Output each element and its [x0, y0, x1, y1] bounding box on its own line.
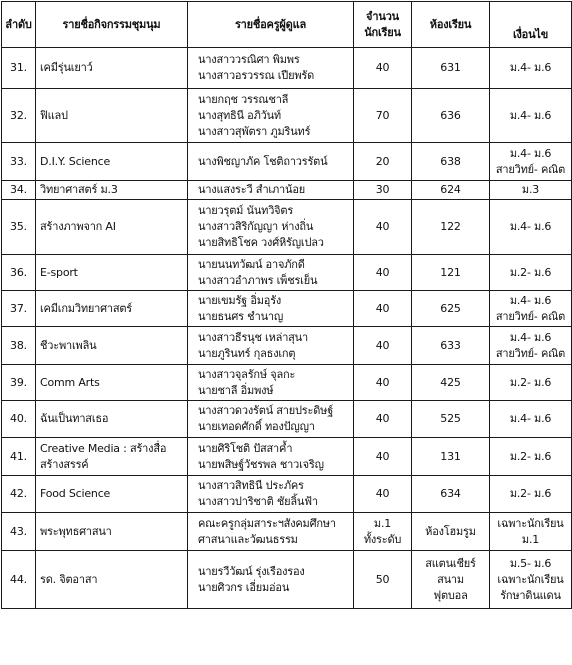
cell-count-line: 40 — [375, 375, 390, 389]
header-room: ห้องเรียน — [412, 2, 490, 48]
cell-condition-line: เฉพาะนักเรียน — [497, 572, 564, 586]
cell-condition — [490, 89, 572, 143]
cell-room — [412, 513, 490, 551]
club-activity-table — [1, 1, 572, 609]
cell-count — [354, 291, 412, 327]
cell-teachers-line: นายชาลี อิ่มพงษ์ — [198, 383, 274, 397]
cell-condition-line: ม.1 — [521, 532, 540, 546]
cell-club-line: สร้างสรรค์ — [40, 457, 89, 471]
header-count — [354, 2, 412, 48]
cell-count-line: ทั้งระดับ — [363, 532, 402, 546]
cell-count-line: 50 — [375, 572, 390, 586]
table-row — [2, 401, 572, 438]
table-row — [2, 291, 572, 327]
cell-teachers-line: นายพสิษฐ์วัชรพล ชาวเจริญ — [198, 457, 324, 471]
cell-count — [354, 365, 412, 401]
table-row — [2, 255, 572, 291]
cell-club — [36, 365, 188, 401]
cell-club-line: Creative Media : สร้างสื่อ — [40, 441, 167, 455]
cell-condition — [490, 181, 572, 200]
cell-count — [354, 181, 412, 200]
cell-club — [36, 476, 188, 513]
cell-club-line: วิทยาศาสตร์ ม.3 — [40, 183, 118, 196]
cell-condition-line: สายวิทย์- คณิต — [495, 346, 566, 360]
cell-teachers-line: นางสาววรณิศา พิมพร — [198, 53, 300, 66]
cell-count — [354, 327, 412, 365]
cell-room — [412, 48, 490, 89]
cell-condition-line: ม.4- ม.6 — [509, 108, 552, 122]
cell-teachers-line: นายวรุตม์ นันทวิจิตร — [198, 204, 294, 217]
cell-club — [36, 513, 188, 551]
cell-room-line: 634 — [440, 487, 461, 500]
cell-condition-line: ม.4- ม.6 — [509, 61, 552, 74]
header-teacher: รายชื่อครูผู้ดูแล — [188, 2, 354, 48]
cell-room — [412, 401, 490, 438]
cell-teachers-line: ศาสนาและวัฒนธรรม — [198, 532, 298, 546]
cell-condition — [490, 200, 572, 255]
cell-club-line: ฉันเป็นทาสเธอ — [40, 412, 109, 425]
cell-teachers-line: นางสาวธีรนุช เหล่าสุนา — [198, 330, 308, 344]
cell-no: 34. — [2, 181, 36, 200]
header-no: ลำดับ — [2, 2, 36, 48]
cell-club — [36, 200, 188, 255]
cell-teachers-line: นางสาวจุลรักษ์ จุลกะ — [198, 367, 296, 381]
cell-room — [412, 476, 490, 513]
table-body — [2, 48, 572, 609]
cell-room-line: 625 — [440, 301, 461, 315]
cell-count — [354, 401, 412, 438]
cell-condition — [490, 513, 572, 551]
header-condition: เงื่อนไข — [490, 2, 572, 48]
cell-count-line: ม.1 — [373, 516, 392, 530]
cell-no: 35. — [2, 200, 36, 255]
cell-condition — [490, 48, 572, 89]
cell-room-line: 636 — [440, 108, 461, 122]
cell-condition-line: รักษาดินแดน — [500, 588, 561, 602]
cell-teachers-line: นายภูรินทร์ กุลธงเกตุ — [198, 346, 296, 360]
cell-teachers — [188, 89, 354, 143]
cell-condition-line: ม.4- ม.6 — [509, 146, 552, 160]
cell-condition-line: ม.2- ม.6 — [509, 449, 552, 463]
cell-teachers-line: นางสาวอำภาพร เพ็ชรเย็น — [198, 273, 318, 287]
cell-no: 31. — [2, 48, 36, 89]
cell-count — [354, 476, 412, 513]
header-club: รายชื่อกิจกรรมชุมนุม — [36, 2, 188, 48]
cell-club — [36, 327, 188, 365]
cell-count-line: 30 — [375, 183, 390, 196]
cell-condition-line: สายวิทย์- คณิต — [495, 309, 566, 323]
cell-condition — [490, 476, 572, 513]
cell-teachers-line: นายเขมรัฐ อิ่มอุรัง — [198, 293, 282, 307]
table-row — [2, 48, 572, 89]
cell-condition-line: ม.4- ม.6 — [509, 412, 552, 425]
cell-room-line: 624 — [440, 183, 461, 196]
cell-room-line: สนาม — [437, 572, 464, 586]
cell-club-line: รด. จิตอาสา — [40, 572, 98, 586]
cell-condition-line: ม.4- ม.6 — [509, 293, 552, 307]
cell-teachers-line: นางสาวปาริชาติ ชัยลิ้นฟ้า — [198, 495, 318, 508]
cell-teachers-line: นางสาวดวงรัตน์ สายประดิษฐ์ — [198, 404, 334, 417]
cell-room-line: ห้องโฮมรูม — [425, 524, 476, 538]
cell-teachers-line: นายเทอดศักดิ์ ทองปัญญา — [198, 420, 315, 433]
cell-club-line: พระพุทธศาสนา — [40, 524, 112, 538]
cell-club — [36, 181, 188, 200]
cell-teachers-line: นางสาวสุพัตรา ภูมรินทร์ — [198, 124, 311, 138]
cell-no: 33. — [2, 143, 36, 181]
header-count-line-1: จำนวน — [365, 9, 400, 23]
table-row — [2, 513, 572, 551]
table-row — [2, 200, 572, 255]
header-count-line-2: นักเรียน — [364, 25, 401, 39]
cell-room — [412, 255, 490, 291]
cell-teachers-line: นายศิริโชติ ปัสสาค้ำ — [198, 441, 293, 455]
cell-teachers-line: นางพิชญาภัค โชติถาวรรัตน์ — [198, 154, 328, 168]
cell-teachers — [188, 401, 354, 438]
cell-count-line: 40 — [375, 61, 390, 74]
cell-room — [412, 551, 490, 609]
cell-teachers-line: นายนนทวัฒน์ อาจภักดี — [198, 257, 305, 271]
cell-teachers — [188, 200, 354, 255]
cell-teachers-line: นายศิวกร เอี่ยมอ่อน — [198, 580, 290, 594]
cell-condition — [490, 327, 572, 365]
cell-club-line: ฟิแลป — [40, 108, 68, 122]
cell-club — [36, 255, 188, 291]
cell-teachers — [188, 327, 354, 365]
cell-condition-line: ม.4- ม.6 — [509, 220, 552, 233]
cell-teachers — [188, 513, 354, 551]
cell-condition — [490, 255, 572, 291]
cell-room — [412, 181, 490, 200]
cell-count — [354, 200, 412, 255]
cell-count-line: 70 — [375, 108, 390, 122]
cell-no: 42. — [2, 476, 36, 513]
cell-club — [36, 291, 188, 327]
cell-club-line: ชีวะพาเพลิน — [40, 338, 97, 352]
table-row — [2, 476, 572, 513]
cell-room-line: 633 — [440, 338, 461, 352]
table-row — [2, 327, 572, 365]
cell-teachers-line: นางสาวสิทธินี ประภัคร — [198, 479, 304, 492]
cell-room-line: สแตนเชียร์ — [425, 556, 476, 570]
cell-room-line: 131 — [440, 449, 461, 463]
cell-teachers — [188, 551, 354, 609]
cell-club — [36, 551, 188, 609]
cell-count — [354, 513, 412, 551]
table-row — [2, 143, 572, 181]
table-row — [2, 181, 572, 200]
cell-condition-line: เฉพาะนักเรียน — [497, 516, 564, 530]
cell-teachers — [188, 181, 354, 200]
table-row — [2, 551, 572, 609]
cell-count — [354, 89, 412, 143]
table-row — [2, 365, 572, 401]
cell-no: 38. — [2, 327, 36, 365]
cell-room — [412, 89, 490, 143]
cell-teachers-line: นางแสงระวี สำเภาน้อย — [198, 183, 305, 196]
cell-count-line: 40 — [375, 487, 390, 500]
cell-club-line: เคมีรุ่นเยาว์ — [40, 61, 93, 74]
cell-count-line: 40 — [375, 449, 390, 463]
cell-room-line: ฟุตบอล — [433, 588, 468, 602]
cell-room-line: 631 — [440, 61, 461, 74]
cell-no: 37. — [2, 291, 36, 327]
cell-room — [412, 200, 490, 255]
cell-room — [412, 143, 490, 181]
cell-teachers — [188, 291, 354, 327]
cell-count — [354, 143, 412, 181]
cell-room — [412, 365, 490, 401]
cell-room — [412, 291, 490, 327]
cell-club-line: Comm Arts — [40, 375, 100, 389]
header-row — [2, 2, 572, 48]
cell-teachers-line: นายธนศร ชำนาญ — [198, 309, 284, 323]
cell-teachers — [188, 143, 354, 181]
cell-teachers — [188, 365, 354, 401]
cell-teachers-line: นางสาวอรวรรณ เปียพรัด — [198, 69, 315, 82]
cell-condition — [490, 291, 572, 327]
cell-teachers — [188, 438, 354, 476]
cell-teachers-line: นางสุทธินี อภิวันท์ — [198, 108, 281, 122]
table-row — [2, 89, 572, 143]
cell-room-line: 121 — [440, 265, 461, 279]
cell-condition-line: สายวิทย์- คณิต — [495, 162, 566, 176]
cell-condition — [490, 551, 572, 609]
cell-no: 41. — [2, 438, 36, 476]
cell-teachers-line: นางสาวสิริกัญญา ห่างถิ่น — [198, 220, 314, 233]
cell-teachers-line: นายรวีวัฒน์ รุ่งเรืองรอง — [198, 564, 305, 578]
cell-teachers — [188, 476, 354, 513]
cell-no: 36. — [2, 255, 36, 291]
cell-no: 44. — [2, 551, 36, 609]
cell-no: 43. — [2, 513, 36, 551]
cell-teachers-line: คณะครูกลุ่มสาระฯสังคมศึกษา — [198, 516, 336, 530]
cell-club — [36, 48, 188, 89]
cell-room-line: 525 — [440, 412, 461, 425]
cell-count — [354, 255, 412, 291]
cell-condition — [490, 365, 572, 401]
table-row — [2, 438, 572, 476]
cell-teachers — [188, 48, 354, 89]
cell-count-line: 40 — [375, 301, 390, 315]
cell-condition-line: ม.5- ม.6 — [509, 556, 552, 570]
cell-condition-line: ม.4- ม.6 — [509, 330, 552, 344]
cell-condition-line: ม.2- ม.6 — [509, 487, 552, 500]
cell-club — [36, 438, 188, 476]
cell-club-line: E-sport — [40, 265, 78, 279]
cell-room-line: 122 — [440, 220, 461, 233]
cell-teachers — [188, 255, 354, 291]
cell-count-line: 40 — [375, 412, 390, 425]
cell-room-line: 425 — [440, 375, 461, 389]
cell-condition — [490, 438, 572, 476]
cell-club-line: D.I.Y. Science — [40, 154, 111, 168]
cell-teachers-line: นายสิทธิโชค วงศ์หิรัญเปลว — [198, 236, 324, 249]
cell-room — [412, 327, 490, 365]
cell-room — [412, 438, 490, 476]
cell-count-line: 40 — [375, 338, 390, 352]
cell-count — [354, 48, 412, 89]
cell-condition-line: ม.3 — [521, 183, 540, 196]
cell-teachers-line: นายกฤช วรรณชาลี — [198, 92, 289, 106]
cell-condition-line: ม.2- ม.6 — [509, 375, 552, 389]
cell-count — [354, 438, 412, 476]
cell-condition — [490, 401, 572, 438]
cell-club — [36, 89, 188, 143]
cell-count — [354, 551, 412, 609]
cell-count-line: 40 — [375, 265, 390, 279]
cell-club — [36, 401, 188, 438]
cell-room-line: 638 — [440, 154, 461, 168]
cell-count-line: 20 — [375, 154, 390, 168]
cell-condition — [490, 143, 572, 181]
cell-club-line: สร้างภาพจาก AI — [40, 220, 116, 233]
cell-no: 39. — [2, 365, 36, 401]
cell-no: 32. — [2, 89, 36, 143]
cell-club-line: Food Science — [40, 487, 111, 500]
cell-condition-line: ม.2- ม.6 — [509, 265, 552, 279]
cell-no: 40. — [2, 401, 36, 438]
cell-club-line: เคมีเกมวิทยาศาสตร์ — [40, 301, 133, 315]
cell-club — [36, 143, 188, 181]
cell-count-line: 40 — [375, 220, 390, 233]
